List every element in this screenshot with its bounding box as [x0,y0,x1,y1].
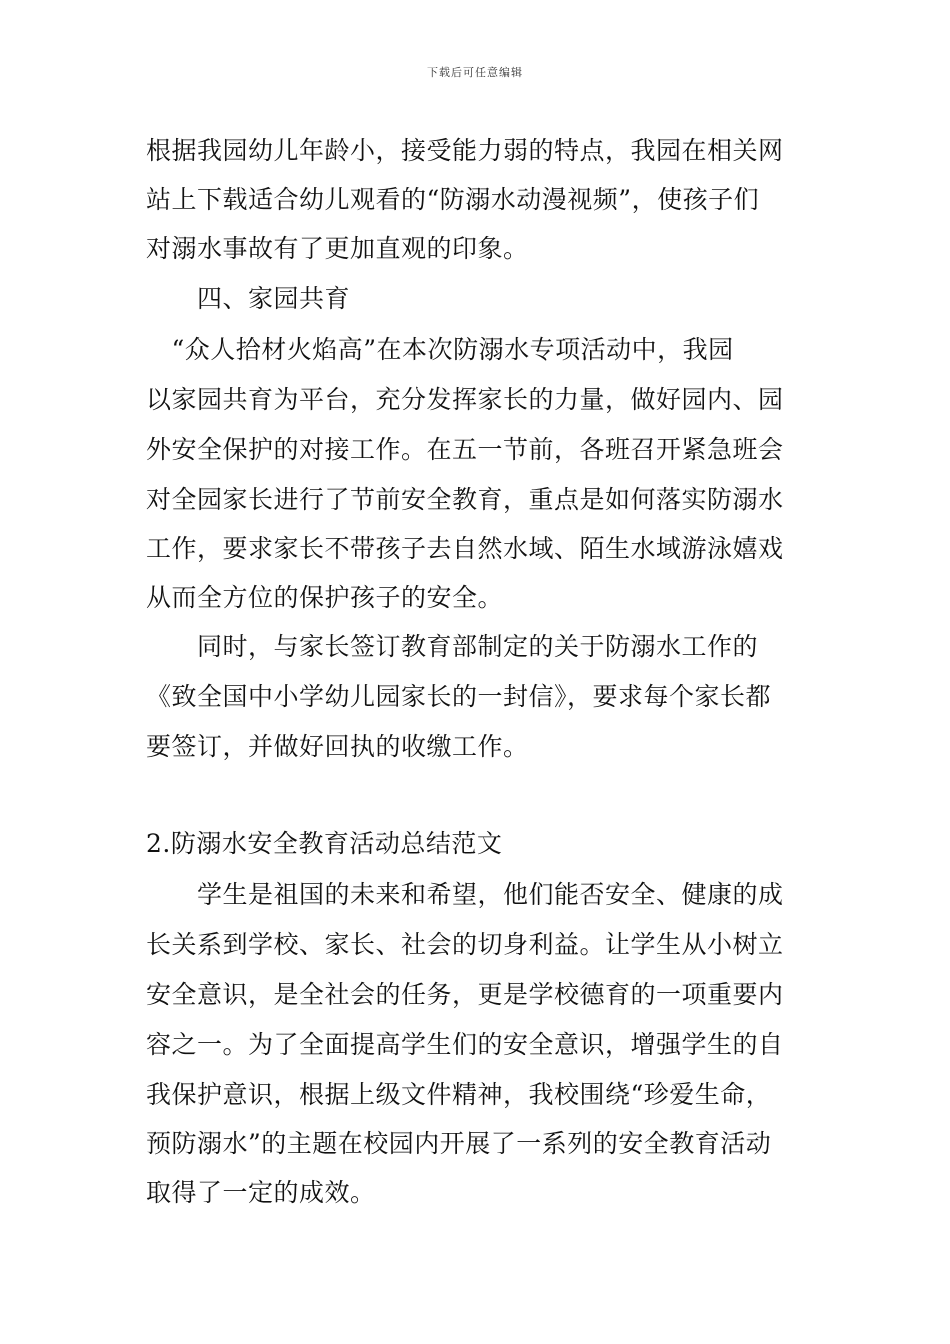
paragraph-line: 站上下载适合幼儿观看的“防溺水动漫视频”，使孩子们 [146,185,760,214]
paragraph-line: 预防溺水”的主题在校园内开展了一系列的安全教育活动 [146,1129,772,1158]
section-heading: 四、家园共育 [146,284,351,313]
paragraph-line: 要签订，并做好回执的收缴工作。 [146,732,529,761]
paragraph-line: 取得了一定的成效。 [146,1178,376,1207]
page-header-note: 下载后可任意编辑 [427,66,523,79]
paragraph-line: 对全园家长进行了节前安全教育，重点是如何落实防溺水 [146,485,784,514]
paragraph-line: 同时，与家长签订教育部制定的关于防溺水工作的 [146,632,759,661]
paragraph-line: 外安全保护的对接工作。在五一节前，各班召开紧急班会 [146,435,784,464]
paragraph-line: 从而全方位的保护孩子的安全。 [146,583,504,612]
paragraph-line: “众人拾材火焰高”在本次防溺水专项活动中，我园 [146,335,734,364]
paragraph-line: 《致全国中小学幼儿园家长的一封信》，要求每个家长都 [146,682,772,711]
paragraph-line: 长关系到学校、家长、社会的切身利益。让学生从小树立 [146,930,784,959]
paragraph-line: 容之一。为了全面提高学生们的安全意识，增强学生的自 [146,1030,784,1059]
paragraph-line: 根据我园幼儿年龄小，接受能力弱的特点，我园在相关网 [146,136,784,165]
section-title: 2.防溺水安全教育活动总结范文 [146,829,503,858]
paragraph-line: 学生是祖国的未来和希望，他们能否安全、健康的成 [146,880,784,909]
paragraph-line: 安全意识，是全社会的任务，更是学校德育的一项重要内 [146,980,784,1009]
paragraph-line: 我保护意识，根据上级文件精神，我校围绕“珍爱生命， [146,1080,772,1109]
paragraph-line: 工作，要求家长不带孩子去自然水域、陌生水域游泳嬉戏 [146,534,784,563]
paragraph-line: 以家园共育为平台，充分发挥家长的力量，做好园内、园 [146,385,784,414]
paragraph-line: 对溺水事故有了更加直观的印象。 [146,234,529,263]
